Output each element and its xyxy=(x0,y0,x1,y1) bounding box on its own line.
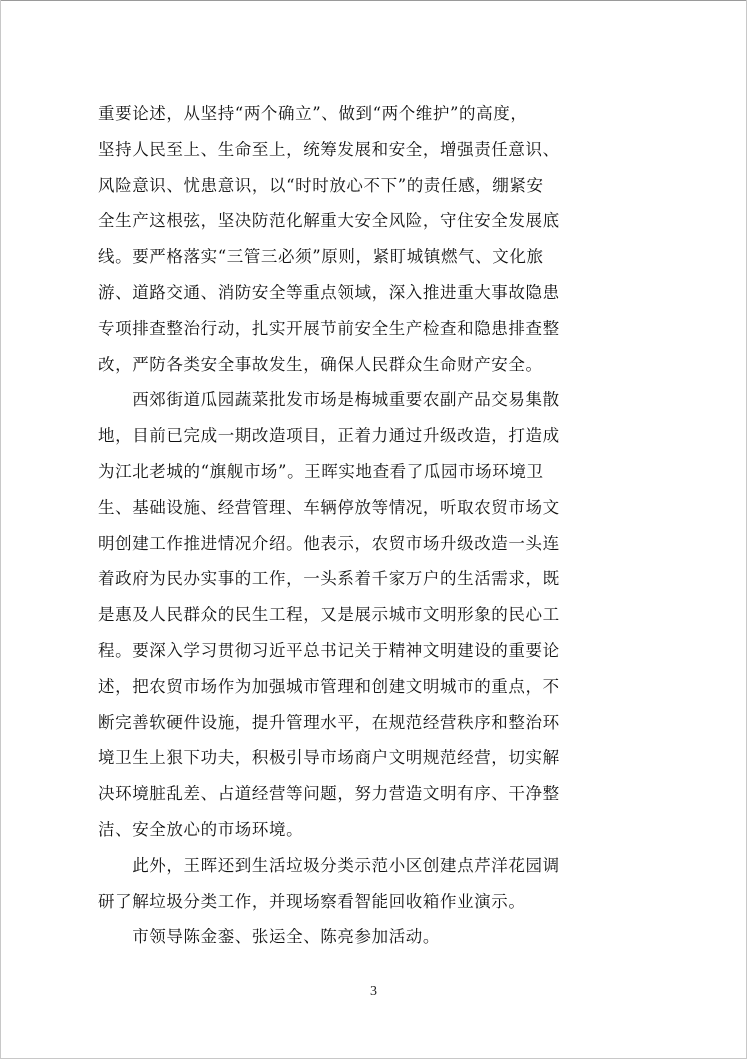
text-line: 决环境脏乱差、占道经营等问题，努力营造文明有序、干净整 xyxy=(98,784,560,804)
page-top-border xyxy=(0,0,747,1)
document-body xyxy=(98,96,654,955)
text-line: 生、基础设施、经营管理、车辆停放等情况，听取农贸市场文 xyxy=(98,497,560,517)
text-line: 地，目前已完成一期改造项目，正着力通过升级改造，打造成 xyxy=(98,426,560,446)
page-number: 3 xyxy=(370,984,377,999)
text-line: 境卫生上狠下功夫，积极引导市场商户文明规范经营，切实解 xyxy=(98,748,560,768)
text-line: 专项排查整治行动，扎实开展节前安全生产检查和隐患排查整 xyxy=(98,318,560,338)
paragraph-start-line: 西郊街道瓜园蔬菜批发市场是梅城重要农副产品交易集散 xyxy=(98,390,560,410)
text-line: 风险意识、忧患意识，以“时时放心不下”的责任感，绷紧安 xyxy=(98,175,544,195)
text-line: 重要论述，从坚持“两个确立”、做到“两个维护”的高度， xyxy=(98,104,528,123)
text-line: 断完善软硬件设施，提升管理水平，在规范经营秩序和整治环 xyxy=(98,712,560,732)
text-line: 是惠及人民群众的民生工程，又是展示城市文明形象的民心工 xyxy=(98,605,560,625)
page-left-border xyxy=(0,0,1,1059)
paragraph-start-line: 市领导陈金銮、张运全、陈亮参加活动。 xyxy=(98,927,440,947)
text-line: 明创建工作推进情况介绍。他表示，农贸市场升级改造一头连 xyxy=(98,533,560,553)
text-line: 为江北老城的“旗舰市场”。王晖实地查看了瓜园市场环境卫 xyxy=(98,461,544,481)
text-line: 游、道路交通、消防安全等重点领域，深入推进重大事故隐患 xyxy=(98,282,560,302)
text-line: 着政府为民办实事的工作，一头系着千家万户的生活需求，既 xyxy=(98,569,560,589)
text-line: 线。要严格落实“三管三必须”原则，紧盯城镇燃气、文化旅 xyxy=(98,247,544,267)
text-line: 改，严防各类安全事故发生，确保人民群众生命财产安全。 xyxy=(98,354,543,374)
text-line: 坚持人民至上、生命至上，统筹发展和安全，增强责任意识、 xyxy=(98,139,560,159)
text-line: 述，把农贸市场作为加强城市管理和创建文明城市的重点，不 xyxy=(98,676,560,696)
text-line: 全生产这根弦，坚决防范化解重大安全风险，守住安全发展底 xyxy=(98,211,560,231)
text-line: 研了解垃圾分类工作，并现场察看智能回收箱作业演示。 xyxy=(98,891,526,911)
text-line: 程。要深入学习贯彻习近平总书记关于精神文明建设的重要论 xyxy=(98,640,560,660)
paragraph-start-line: 此外，王晖还到生活垃圾分类示范小区创建点芹洋花园调 xyxy=(98,855,560,875)
text-line: 洁、安全放心的市场环境。 xyxy=(98,819,304,839)
